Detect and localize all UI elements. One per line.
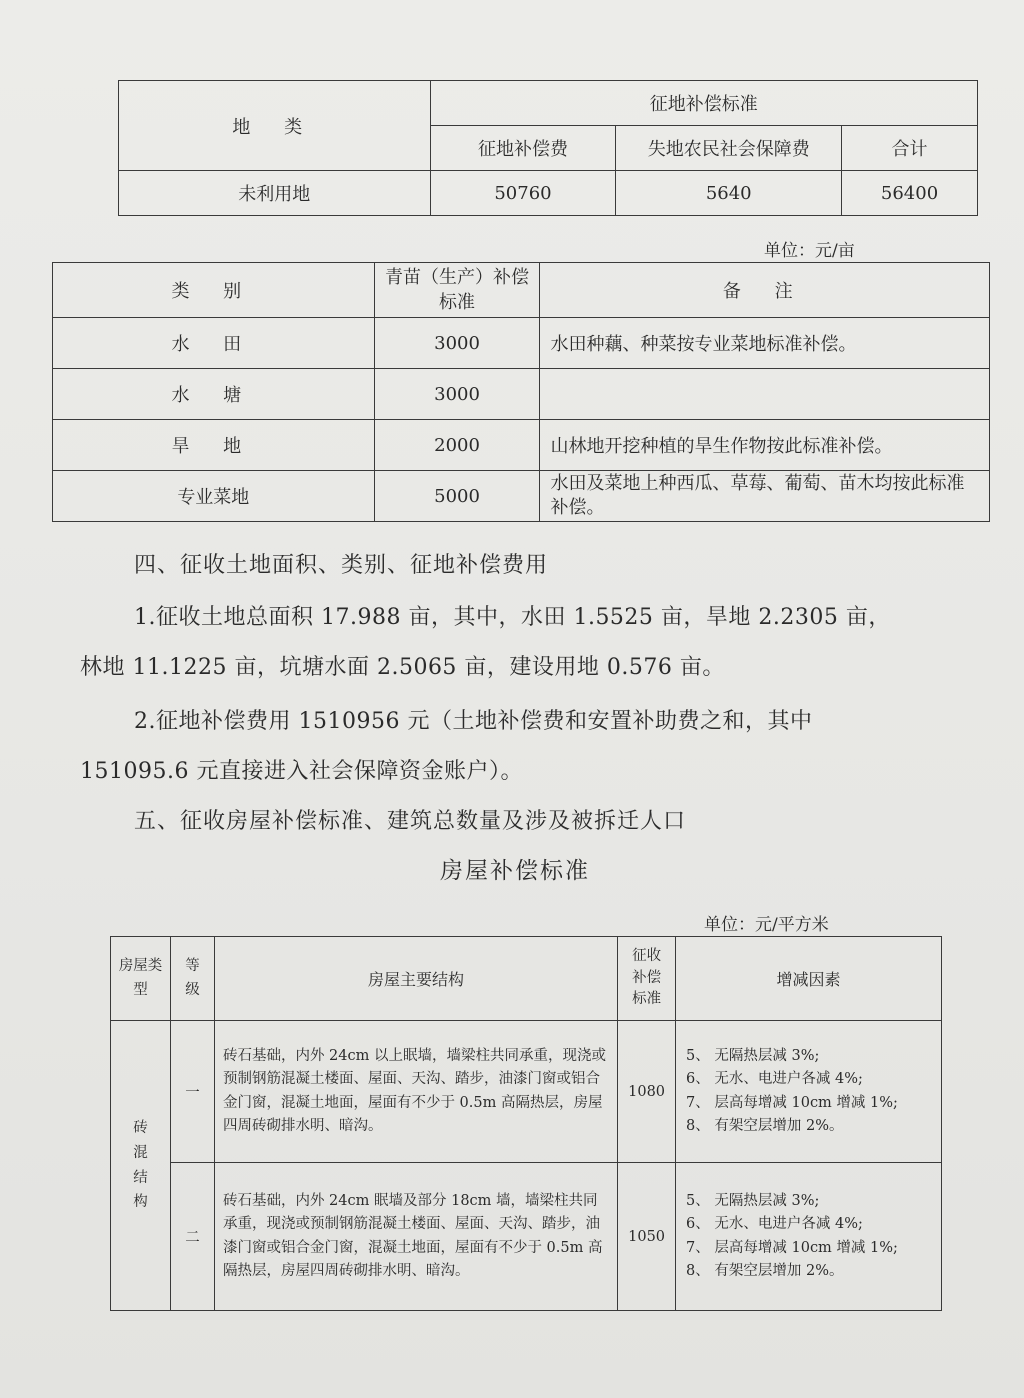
paragraph-2-line-1: 2.征地补偿费用 1510956 元（土地补偿费和安置补助费之和，其中 [134,709,813,734]
compensation-standard-header: 征地补偿标准 [430,81,977,126]
factor-item: 7、 层高每增减 10cm 增减 1%; [686,1094,898,1111]
structure-cell: 砖石基础，内外 24cm 以上眠墙，墙梁柱共同承重，现浇或预制钢筋混凝土楼面、屋面、天沟、踏步，油漆门窗或铝合金门窗，混凝土地面，屋面有不少于 0.5m 高隔热层，房屋四周砖砌排水明、暗沟。 [214,1021,617,1163]
unit-label-2: 单位：元/平方米 [704,915,829,935]
remark-header: 备 注 [540,263,990,318]
factor-item: 8、 有架空层增加 2%。 [686,1117,844,1134]
unit-label-1: 单位：元/亩 [764,241,855,261]
factor-item: 6、 无水、电进户各减 4%; [686,1071,863,1088]
social-security-header: 失地农民社会保障费 [616,126,842,171]
standard-cell: 3000 [374,318,540,369]
category-cell: 旱 地 [53,420,375,471]
grade-cell: 二 [170,1163,214,1311]
section-4-heading: 四、征收土地面积、类别、征地补偿费用 [134,553,549,578]
land-type-header: 地 类 [119,81,431,171]
land-type-cell: 未利用地 [119,171,431,216]
paragraph-1-line-1: 1.征收土地总面积 17.988 亩，其中，水田 1.5525 亩，旱地 2.2305 亩， [134,605,891,630]
category-header: 类 别 [53,263,375,318]
category-cell: 水 塘 [53,369,375,420]
category-cell: 专业菜地 [53,471,375,522]
standard-cell: 1080 [618,1021,676,1163]
section-5-heading: 五、征收房屋补偿标准、建筑总数量及涉及被拆迁人口 [134,809,687,834]
factors-cell [676,1021,942,1163]
house-standard-title: 房屋补偿标准 [440,858,590,884]
factors-cell [676,1163,942,1311]
standard-cell: 5000 [374,471,540,522]
remark-cell: 山林地开挖种植的旱生作物按此标准补偿。 [540,420,990,471]
paragraph-1-line-2: 林地 11.1225 亩，坑塘水面 2.5065 亩，建设用地 0.576 亩。 [80,655,725,680]
total-header: 合计 [842,126,978,171]
crop-compensation-table [52,262,990,522]
remark-cell: 水田种藕、种菜按专业菜地标准补偿。 [540,318,990,369]
house-compensation-table [110,936,942,1311]
standard-header: 青苗（生产）补偿标准 [374,263,540,318]
land-compensation-table [118,80,978,216]
house-type-header: 房屋类型 [111,937,171,1021]
paragraph-2-line-2: 151095.6 元直接进入社会保障资金账户）。 [80,759,523,784]
factors-header: 增减因素 [676,937,942,1021]
standard-header: 征收补偿标准 [618,937,676,1021]
factor-item: 5、 无隔热层减 3%; [686,1047,820,1064]
structure-cell: 砖石基础，内外 24cm 眠墙及部分 18cm 墙，墙梁柱共同承重，现浇或预制钢筋混凝土楼面、屋面、天沟、踏步，油漆门窗或铝合金门窗，混凝土地面，屋面有不少于 0.5m 高隔热层，房屋四周砖砌排水明、暗沟。 [214,1163,617,1311]
factor-item: 8、 有架空层增加 2%。 [686,1262,844,1279]
comp-fee-header: 征地补偿费 [430,126,616,171]
factor-item: 7、 层高每增减 10cm 增减 1%; [686,1239,898,1256]
standard-cell: 2000 [374,420,540,471]
social-security-cell: 5640 [616,171,842,216]
structure-header: 房屋主要结构 [214,937,617,1021]
category-cell: 水 田 [53,318,375,369]
comp-fee-cell: 50760 [430,171,616,216]
factor-item: 6、 无水、电进户各减 4%; [686,1216,863,1233]
house-type-cell: 砖混结构 [111,1021,171,1311]
remark-cell: 水田及菜地上种西瓜、草莓、葡萄、苗木均按此标准补偿。 [540,471,990,522]
standard-cell: 1050 [618,1163,676,1311]
total-cell: 56400 [842,171,978,216]
remark-cell [540,369,990,420]
grade-header: 等级 [170,937,214,1021]
factor-item: 5、 无隔热层减 3%; [686,1192,820,1209]
grade-cell: 一 [170,1021,214,1163]
standard-cell: 3000 [374,369,540,420]
